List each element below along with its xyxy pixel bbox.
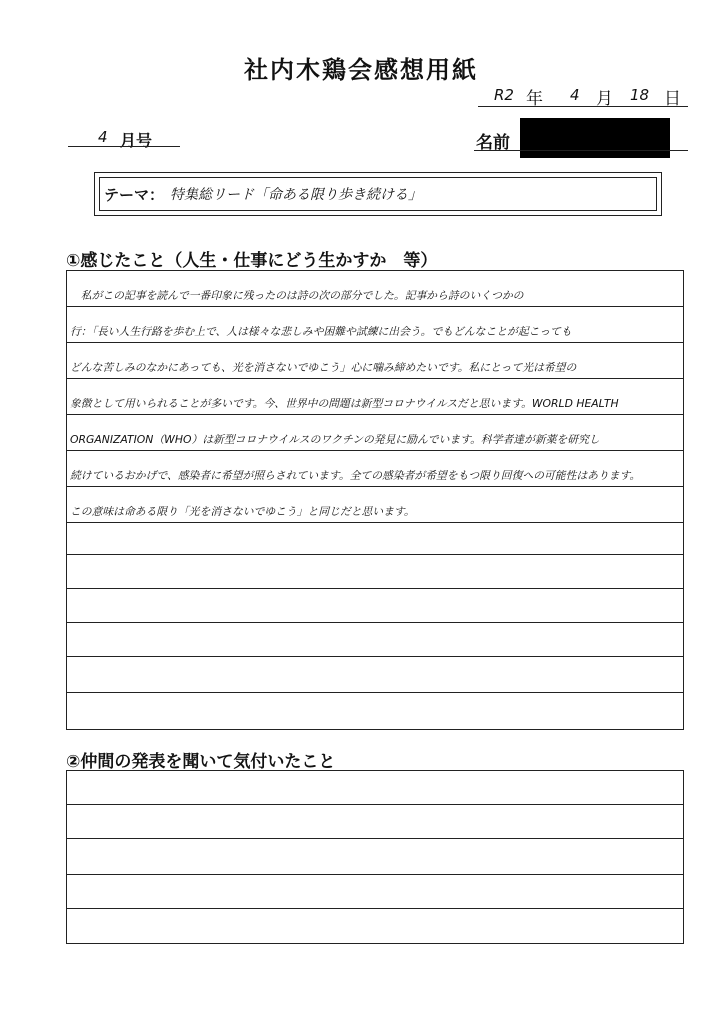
section2-title: ②仲間の発表を聞いて気付いたこと [66, 752, 336, 772]
theme-value: 特集総リード「命ある限り歩き続ける」 [170, 187, 422, 203]
section2-rule [66, 908, 684, 909]
date-underline [478, 106, 688, 107]
answer-line-6: 続けているおかげで、感染者に希望が照らされています。全ての感染者が希望をもつ限り回復への可能性はあります。 [70, 469, 641, 482]
date-day: 18 [630, 86, 650, 104]
issue-suffix: 月号 [120, 131, 153, 150]
section1-rule [66, 554, 684, 555]
section1-box [66, 270, 684, 730]
date-day-label: 日 [664, 89, 681, 109]
answer-line-5: ORGANIZATION（WHO）は新型コロナウイルスのワクチンの発見に励んでいます。科学者達が新薬を研究し [70, 433, 600, 446]
section1-rule [66, 486, 684, 487]
section2-rule [66, 874, 684, 875]
name-underline [474, 150, 688, 151]
date-month-label: 月 [596, 89, 613, 109]
theme-label: テーマ： [104, 186, 165, 204]
answer-line-7: この意味は命ある限り「光を消さないでゆこう」と同じだと思います。 [70, 505, 415, 518]
section1-rule [66, 414, 684, 415]
section1-rule [66, 342, 684, 343]
date-month: 4 [570, 86, 580, 104]
section1-rule [66, 622, 684, 623]
date-era: R2 [494, 86, 514, 104]
section2-rule [66, 838, 684, 839]
issue-month: 4 [98, 128, 108, 146]
answer-line-2: 行：「長い人生行路を歩む上で、人は様々な悲しみや困難や試練に出会う。でもどんなことが起こっても [70, 325, 572, 338]
form-title: 社内木鶏会感想用紙 [244, 56, 478, 84]
section1-rule [66, 656, 684, 657]
section1-rule [66, 378, 684, 379]
date-year-label: 年 [526, 89, 543, 109]
section2-rule [66, 804, 684, 805]
answer-line-3: どんな苦しみのなかにあっても、光を消さないでゆこう」心に噛み締めたいです。私にとって光は希望の [70, 361, 577, 374]
section1-rule [66, 306, 684, 307]
issue-underline [68, 146, 180, 147]
section1-rule [66, 522, 684, 523]
section1-title: ①感じたこと（人生・仕事にどう生かすか 等） [66, 251, 438, 271]
section2-box [66, 770, 684, 944]
name-label: 名前 [476, 133, 510, 153]
answer-line-4: 象徴として用いられることが多いです。今、世界中の問題は新型コロナウイルスだと思います。WORLD HEALTH [70, 397, 619, 410]
answer-line-1: 私がこの記事を読んで一番印象に残ったのは詩の次の部分でした。記事から詩のいくつかの [70, 289, 524, 302]
name-redaction [520, 118, 670, 158]
section1-rule [66, 588, 684, 589]
section1-rule [66, 450, 684, 451]
section1-rule [66, 692, 684, 693]
